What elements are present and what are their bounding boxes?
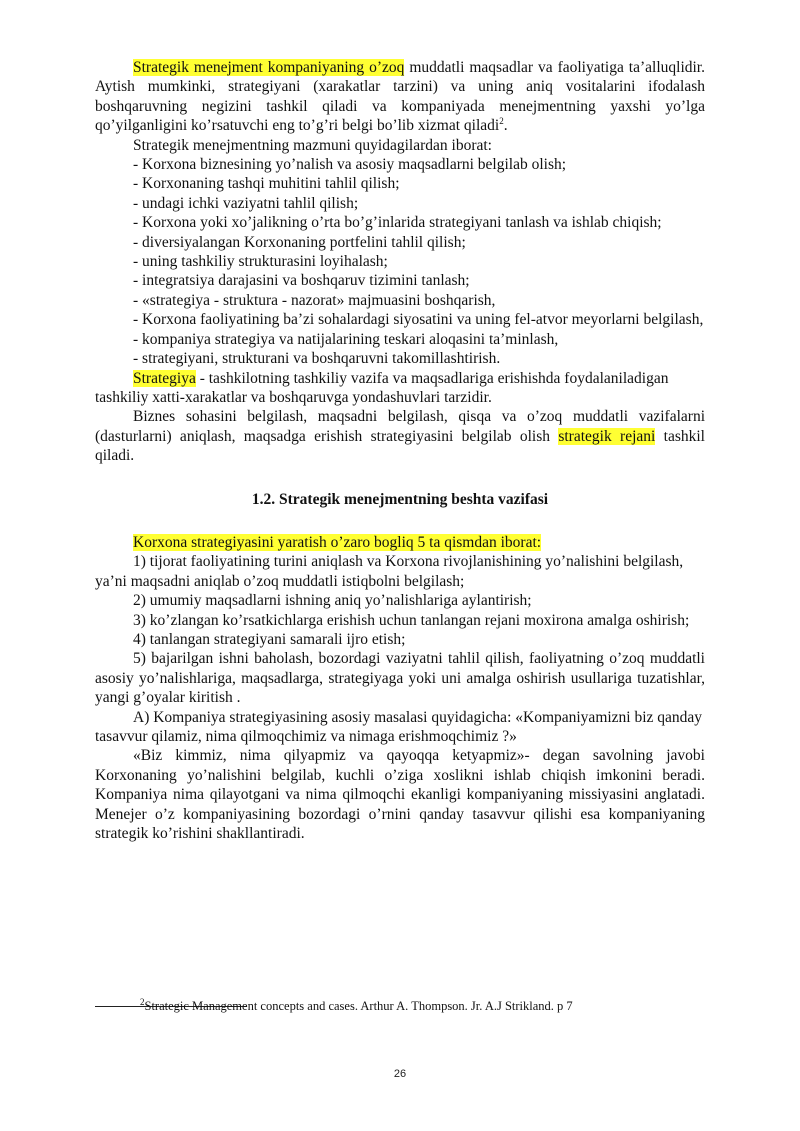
business-end: tashkil qiladi. xyxy=(95,427,705,465)
content-item-7: - integratsiya darajasini va boshqaruv tizimini tanlash; xyxy=(133,272,470,290)
footnote-text: Strategic Management concepts and cases. Arthur A. Thompson. Jr. A.J Strikland. p 7 xyxy=(144,999,573,1013)
content-item-10: - kompaniya strategiya va natijalarining teskari aloqasini ta’minlash, xyxy=(133,330,559,348)
content-item-2: - Korxonaning tashqi muhitini tahlil qilish; xyxy=(133,175,400,193)
footnote-ref: 2 xyxy=(499,116,504,127)
content-item-1: - Korxona biznesining yo’nalish va asosiy maqsadlarni belgilab olish; xyxy=(133,156,567,174)
parts-intro xyxy=(95,533,705,552)
part-1: 1) tijorat faoliyatining turini aniqlash va Korxona rivojlanishining yo’nalishini belgilash, ya’ni maqsadni aniqlab o’zoq muddatli istiqbolni belgilash; xyxy=(95,553,684,590)
content-item-8: - «strategiya - struktura - nazorat» majmuasini boshqarish, xyxy=(133,291,496,309)
intro-text: muddatli maqsadlar va faoliyatiga ta’alluqlidir. Aytish mumkinki, strategiyani (xarakatlar tarzini) va uning aniq vositalarini ifodalash boshqaruvning negizini tashkil qiladi va kompaniyada menejmentning yaxshi yo’lga qo’yilganligini ko’rsatuvchi eng to’g’ri belgi bo’lib xizmat qiladi xyxy=(95,59,705,135)
paragraph-a: A) Kompaniya strategiyasining asosiy masalasi quyidagicha: «Kompaniyamizni biz qanday tasavvur qilamiz, nima qilmoqchimiz va nimaga erishmoqchimiz ?» xyxy=(95,708,703,745)
part-3: 3) ko’zlangan ko’rsatkichlarga erishish uchun tanlangan rejani moxirona amalga oshirish; xyxy=(133,611,690,629)
page-body xyxy=(95,58,705,843)
content-item-4: - Korxona yoki xo’jalikning o’rta bo’g’inlarida strategiyani tanlash va ishlab chiqish; xyxy=(133,214,662,232)
intro-end: . xyxy=(503,117,508,135)
strategy-definition xyxy=(95,369,705,408)
section-title: 1.2. Strategik menejmentning beshta vazifasi xyxy=(251,490,549,508)
strategy-term: Strategiya xyxy=(133,369,196,387)
content-intro: Strategik menejmentning mazmuni quyidagilardan iborat: xyxy=(133,136,492,154)
part-2: 2) umumiy maqsadlarni ishning aniq yo’nalishlariga aylantirish; xyxy=(133,592,532,610)
content-item-6: - uning tashkiliy strukturasini loyihalash; xyxy=(133,253,388,271)
business-paragraph xyxy=(95,407,705,465)
parts-intro-highlight: Korxona strategiyasini yaratish o’zaro bogliq 5 ta qismdan iborat: xyxy=(133,533,542,551)
part-4: 4) tanlangan strategiyani samarali ijro etish; xyxy=(133,630,406,648)
content-item-3: - undagi ichki vaziyatni tahlil qilish; xyxy=(133,194,359,212)
business-text: Biznes sohasini belgilash, maqsadni belgilash, qisqa va o’zoq muddatli vazifalarni (dasturlarni) aniqlash, maqsadga erishish strategiyasini belgilab olish xyxy=(95,408,705,445)
strategy-text: - tashkilotning tashkiliy vazifa va maqsadlariga erishishda foydalaniladigan tashkiliy xatti-xarakatlar va boshqaruvga yondashuvlari tarzidir. xyxy=(95,369,669,406)
intro-paragraph xyxy=(95,58,705,136)
strategic-plan-term: strategik rejani xyxy=(558,427,656,445)
page-number: 26 xyxy=(393,1068,407,1080)
paragraph-b: «Biz kimmiz, nima qilyapmiz va qayoqqa ketyapmiz»- degan savolning javobi Korxonaning yo’nalishini belgilab, kuchli o’ziga xoslikni ishlab chiqish imkonini beradi. Kompaniya nima qilayotgani va nima qilmoqchi ekanligi kompaniyaning missiyasini anglatadi. Menejer o’z kompaniyasining bozordagi o’rnini qanday tasavvur qilishi esa kompaniyaning strategik ko’rishini shakllantiradi. xyxy=(95,747,705,843)
content-item-11: - strategiyani, strukturani va boshqaruvni takomillashtirish. xyxy=(133,350,501,368)
footnote xyxy=(140,996,573,1014)
part-5: 5) bajarilgan ishni baholash, bozordagi vaziyatni tahlil qilish, faoliyatning o’zoq muddatli asosiy yo’nalishlariga, maqsadlarga, strategiyaga yoki uni amalga oshirish usullariga tuzatishlar, yangi g’oyalar kiritish . xyxy=(95,650,705,707)
footnote-marker: 2 xyxy=(140,996,145,1007)
content-item-5: - diversiyalangan Korxonaning portfelini tahlil qilish; xyxy=(133,233,466,251)
content-item-9: - Korxona faoliyatining ba’zi sohalardagi siyosatini va uning fel-atvor meyorlarni belgilash, xyxy=(133,311,704,329)
highlighted-phrase: Strategik menejment kompaniyaning o’zoq xyxy=(133,59,405,76)
